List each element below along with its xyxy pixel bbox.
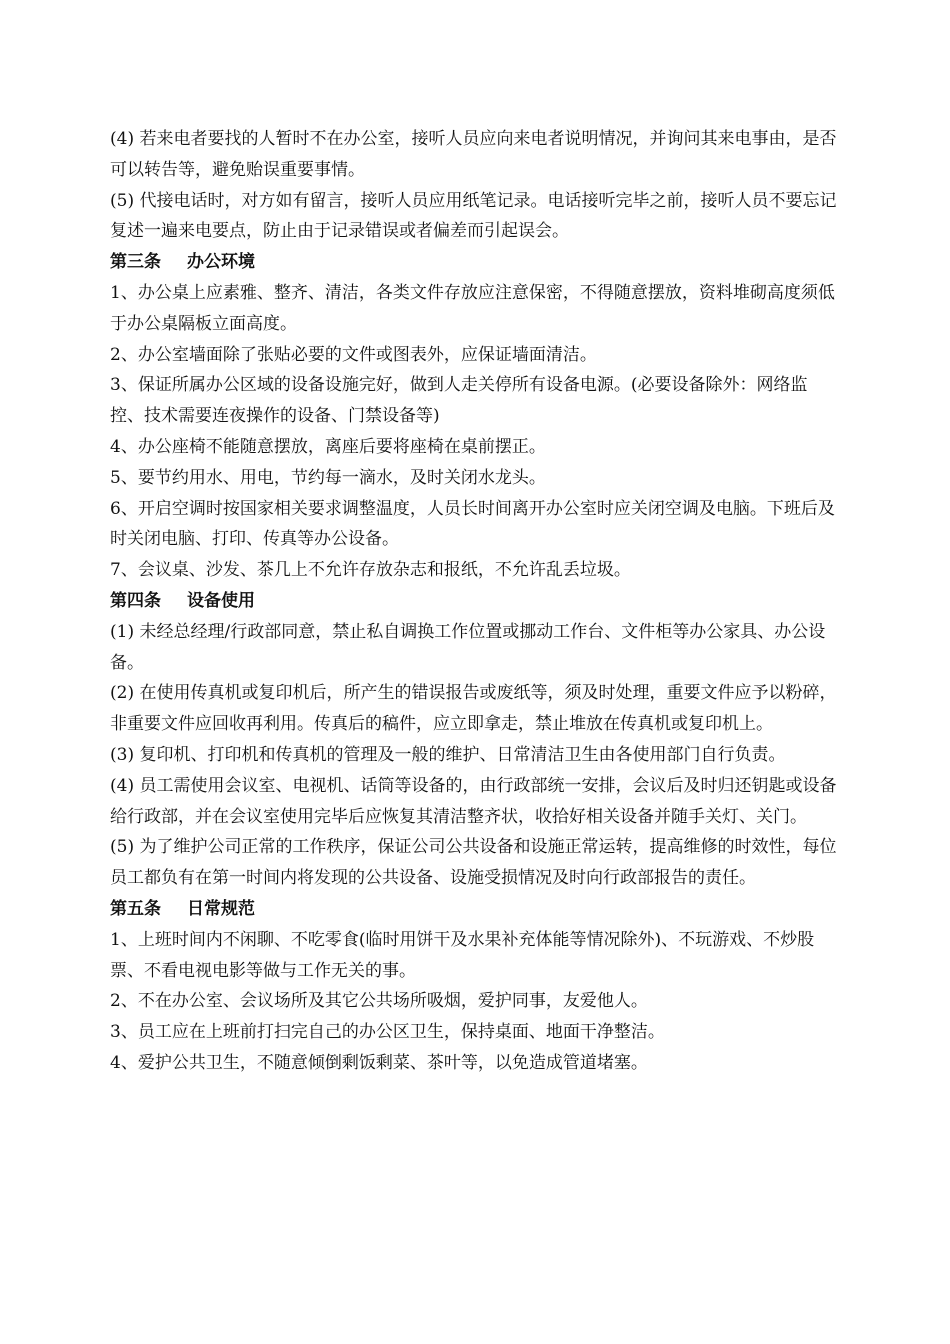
paragraph-env-1: 1、办公桌上应素雅、整齐、清洁，各类文件存放应注意保密，不得随意摆放，资料堆砌高度须低于办公桌隔板立面高度。 <box>110 282 835 334</box>
paragraph-daily-2: 2、不在办公室、会议场所及其它公共场所吸烟，爱护同事，友爱他人。 <box>110 991 648 1012</box>
paragraph-env-7: 7、会议桌、沙发、茶几上不允许存放杂志和报纸，不允许乱丢垃圾。 <box>110 560 631 581</box>
section-heading-3 <box>110 247 840 278</box>
section-heading-5 <box>110 894 840 925</box>
paragraph-env-6: 6、开启空调时按国家相关要求调整温度，人员长时间离开办公室时应关闭空调及电脑。下班后及时关闭电脑、打印、传真等办公设备。 <box>110 498 835 550</box>
section-heading-4 <box>110 586 840 617</box>
paragraph-daily-4: 4、爱护公共卫生，不随意倾倒剩饭剩菜、茶叶等，以免造成管道堵塞。 <box>110 1052 648 1073</box>
paragraph-env-5: 5、要节约用水、用电，节约每一滴水，及时关闭水龙头。 <box>110 467 546 488</box>
paragraph-equip-5: (5) 为了维护公司正常的工作秩序，保证公司公共设备和设施正常运转，提高维修的时效性，每位员工都负有在第一时间内将发现的公共设备、设施受损情况及时向行政部报告的责任。 <box>110 837 837 889</box>
section-title: 办公环境 <box>187 252 255 273</box>
paragraph-equip-2: (2) 在使用传真机或复印机后，所产生的错误报告或废纸等，须及时处理，重要文件应予以粉碎，非重要文件应回收再利用。传真后的稿件，应立即拿走，禁止堆放在传真机或复印机上。 <box>110 683 837 735</box>
section-number: 第四条 <box>110 590 161 611</box>
paragraph-equip-4: (4) 员工需使用会议室、电视机、话筒等设备的，由行政部统一安排，会议后及时归还钥匙或设备给行政部，并在会议室使用完毕后应恢复其清洁整齐状，收拾好相关设备并随手关灯、关门。 <box>110 775 837 827</box>
paragraph-env-3: 3、保证所属办公区域的设备设施完好，做到人走关停所有设备电源。(必要设备除外：网络监控、技术需要连夜操作的设备、门禁设备等) <box>110 375 808 427</box>
section-number: 第三条 <box>110 252 161 273</box>
paragraph-phone-5: (5) 代接电话时，对方如有留言，接听人员应用纸笔记录。电话接听完毕之前，接听人员不要忘记复述一遍来电要点，防止由于记录错误或者偏差而引起误会。 <box>110 190 837 242</box>
section-title: 设备使用 <box>187 590 255 611</box>
section-title: 日常规范 <box>187 898 255 919</box>
paragraph-env-4: 4、办公座椅不能随意摆放，离座后要将座椅在桌前摆正。 <box>110 436 546 457</box>
paragraph-phone-4: (4) 若来电者要找的人暂时不在办公室，接听人员应向来电者说明情况，并询问其来电事由，是否可以转告等，避免贻误重要事情。 <box>110 129 837 180</box>
paragraph-daily-3: 3、员工应在上班前打扫完自己的办公区卫生，保持桌面、地面干净整洁。 <box>110 1022 665 1043</box>
paragraph-equip-1: (1) 未经总经理/行政部同意，禁止私自调换工作位置或挪动工作台、文件柜等办公家具、办公设备。 <box>110 621 826 673</box>
paragraph-daily-1: 1、上班时间内不闲聊、不吃零食(临时用饼干及水果补充体能等情况除外)、不玩游戏、不炒股票、不看电视电影等做与工作无关的事。 <box>110 929 815 981</box>
paragraph-env-2: 2、办公室墙面除了张贴必要的文件或图表外，应保证墙面清洁。 <box>110 344 597 365</box>
section-number: 第五条 <box>110 898 161 919</box>
paragraph-equip-3: (3) 复印机、打印机和传真机的管理及一般的维护、日常清洁卫生由各使用部门自行负责。 <box>110 744 786 765</box>
